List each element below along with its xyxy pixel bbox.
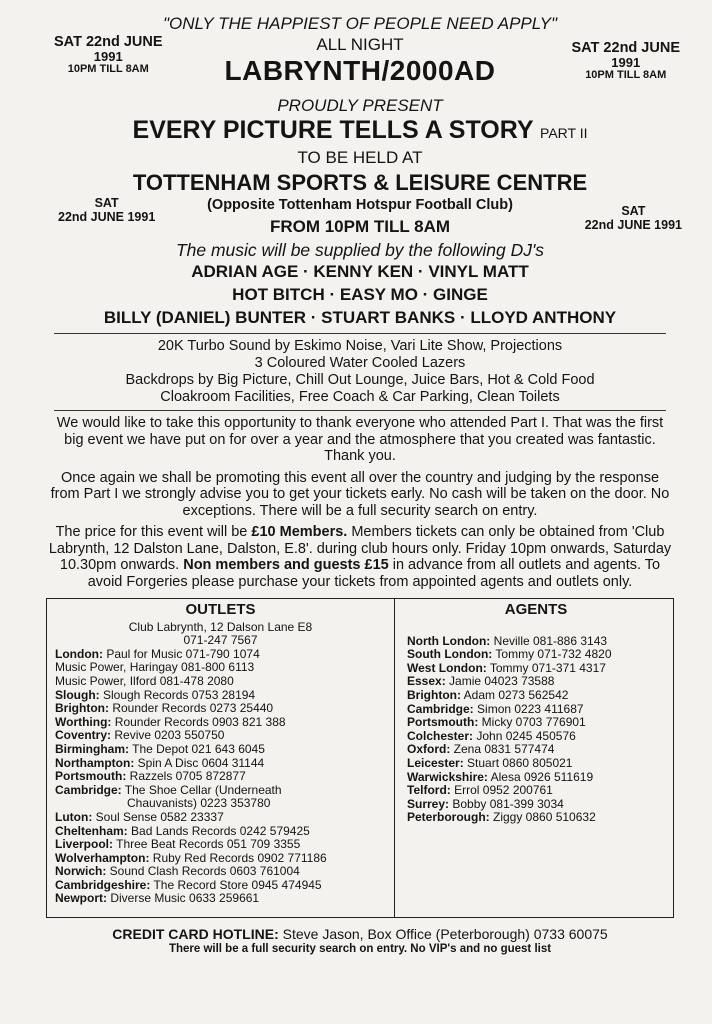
event-name: EVERY PICTURE TELLS A STORY	[132, 116, 534, 144]
list-item	[55, 661, 386, 675]
location-detail: Neville 081-886 3143	[490, 633, 608, 648]
price-text: in advance from all outlets and agents. To avoid Forgeries please purchase your tickets from appointed agents and outlets only.	[87, 557, 661, 590]
list-item	[407, 662, 665, 676]
location-detail: Ruby Red Records 0902 771186	[149, 850, 327, 865]
date-right: SAT 22nd JUNE	[571, 40, 680, 56]
hotline-text: Steve Jason, Box Office (Peterborough) 0733 60075	[278, 926, 608, 942]
feature-line: Cloakroom Facilities, Free Coach & Car Parking, Clean Toilets	[160, 389, 560, 405]
dj-list	[48, 260, 672, 329]
list-item	[55, 716, 386, 730]
thank-you-paragraph: We would like to take this opportunity to thank everyone who attended Part I. That was the first big event we have put on for over a year and the atmosphere that you created was fantastic. Thank you.	[56, 415, 664, 464]
location-label: Portsmouth:	[407, 715, 479, 730]
outlets-heading: OUTLETS	[185, 601, 256, 618]
location-label: Cambridge:	[407, 701, 474, 716]
location-detail: Errol 0952 200761	[450, 783, 553, 798]
side-day-right: 22nd JUNE 1991	[584, 218, 682, 232]
location-detail: Alesa 0926 511619	[487, 769, 594, 784]
dj-line: BILLY (DANIEL) BUNTER · STUART BANKS · LLOYD ANTHONY	[103, 308, 617, 327]
location-label: Cheltenham:	[55, 823, 128, 838]
location-detail: Stuart 0860 805021	[463, 755, 573, 770]
list-item	[55, 852, 386, 866]
location-detail: Paul for Music 071-790 1074	[102, 646, 260, 661]
location-detail: Rounder Records 0903 821 388	[111, 714, 286, 729]
price-text: Members tickets can only be obtained from 'Club Labrynth, 12 Dalston Lane, Dalston, E.8'. during club hours only. Friday 10pm onwards, Saturday 10.30pm onwards.	[48, 524, 672, 573]
location-detail: Micky 0703 776901	[478, 715, 586, 730]
location-label: Brighton:	[407, 687, 461, 702]
divider	[54, 333, 666, 334]
list-item	[55, 648, 386, 662]
guest-price: Non members and guests £15	[183, 557, 389, 573]
location-detail: Chauvanists) 0223 353780	[127, 796, 271, 811]
location-label: Leicester:	[407, 755, 464, 770]
agents-heading: AGENTS	[504, 601, 568, 618]
list-item	[407, 689, 665, 703]
date-left: SAT 22nd JUNE	[54, 34, 163, 50]
list-item	[407, 730, 665, 744]
event-title	[48, 115, 672, 148]
dj-line: ADRIAN AGE · KENNY KEN · VINYL MATT	[191, 262, 529, 281]
location-label: Slough:	[55, 687, 100, 702]
club-phone: 071-247 7567	[183, 633, 258, 648]
location-label: West London:	[407, 660, 487, 675]
list-item	[55, 892, 386, 906]
list-item	[407, 784, 665, 798]
time-left: 10PM TILL 8AM	[67, 63, 149, 75]
year-left: 1991	[93, 49, 123, 64]
location-detail: Simon 0223 411687	[473, 701, 584, 716]
location-detail: Adam 0273 562542	[460, 687, 569, 702]
year-right: 1991	[611, 55, 641, 70]
music-intro: The music will be supplied by the following DJ's	[175, 240, 545, 260]
list-item	[55, 784, 386, 798]
price-paragraph	[48, 524, 672, 590]
list-item	[55, 770, 386, 784]
outlets-column	[47, 599, 395, 917]
location-label: Wolverhampton:	[55, 850, 150, 865]
date-block-right	[571, 40, 680, 82]
location-detail: The Record Store 0945 474945	[150, 877, 322, 892]
location-detail: Tommy 071-732 4820	[492, 647, 612, 662]
list-item	[55, 838, 386, 852]
location-detail: Rounder Records 0273 25440	[108, 701, 274, 716]
location-label: Oxford:	[407, 742, 451, 757]
price-text: The price for this event will be	[55, 524, 252, 540]
list-item	[407, 798, 665, 812]
side-date-left	[58, 196, 155, 224]
location-label: Colchester:	[407, 728, 474, 743]
location-detail: Tommy 071-371 4317	[486, 660, 606, 675]
location-detail: Music Power, Haringay 081-800 6113	[55, 660, 255, 675]
location-label: Cambridgeshire:	[55, 877, 151, 892]
location-detail: Bad Lands Records 0242 579425	[127, 823, 310, 838]
header-row	[48, 34, 680, 96]
date-block-left	[54, 34, 163, 76]
agents-column	[395, 599, 673, 917]
outlet-list	[55, 648, 386, 906]
hotline-label: CREDIT CARD HOTLINE:	[112, 926, 279, 942]
side-date-right	[585, 204, 682, 232]
list-item	[55, 729, 386, 743]
list-item	[407, 703, 665, 717]
tagline: "ONLY THE HAPPIEST OF PEOPLE NEED APPLY"	[162, 14, 558, 33]
location-detail: Revive 0203 550750	[111, 728, 225, 743]
feature-line: 3 Coloured Water Cooled Lazers	[254, 355, 466, 371]
divider	[54, 410, 666, 411]
promotion-paragraph: Once again we shall be promoting this event all over the country and judging by the response from Part I we strongly advise you to get your tickets early. No cash will be taken on the door. No exceptions. There will be a full security search on entry.	[50, 469, 670, 519]
list-item	[55, 811, 386, 825]
time-right: 10PM TILL 8AM	[585, 69, 667, 81]
event-part: PART II	[540, 125, 588, 141]
list-item	[55, 743, 386, 757]
list-item	[407, 635, 665, 649]
location-label: Telford:	[407, 783, 451, 798]
location-detail: Bobby 081-399 3034	[449, 796, 564, 811]
location-label: Norwich:	[55, 864, 107, 879]
location-label: Liverpool:	[55, 837, 114, 852]
features	[48, 338, 672, 406]
list-item	[55, 797, 386, 811]
location-label: Warwickshire:	[407, 769, 488, 784]
location-label: Birmingham:	[55, 741, 130, 756]
location-label: Essex:	[407, 674, 446, 689]
list-item	[55, 757, 386, 771]
location-detail: Slough Records 0753 28194	[99, 687, 256, 702]
location-detail: Soul Sense 0582 23337	[92, 809, 224, 824]
list-item	[55, 702, 386, 716]
location-label: Brighton:	[55, 701, 109, 716]
location-label: North London:	[407, 633, 491, 648]
location-detail: Ziggy 0860 510632	[489, 810, 596, 825]
location-detail: Sound Clash Records 0603 761004	[106, 864, 300, 879]
proudly-present: PROUDLY PRESENT	[277, 96, 443, 115]
footer-note: There will be a full security search on entry. No VIP's and no guest list	[168, 943, 552, 955]
location-label: Portsmouth:	[55, 769, 127, 784]
location-label: South London:	[407, 647, 493, 662]
location-detail: Zena 0831 577474	[450, 742, 555, 757]
location-detail: Music Power, Ilford 081-478 2080	[55, 673, 234, 688]
member-price: £10 Members.	[251, 524, 348, 540]
from-time: FROM 10PM TILL 8AM	[269, 217, 451, 236]
location-label: Newport:	[55, 891, 107, 906]
agent-list	[407, 635, 665, 825]
location-label: Worthing:	[55, 714, 112, 729]
feature-line: 20K Turbo Sound by Eskimo Noise, Vari Lite Show, Projections	[157, 338, 563, 354]
location-label: Northampton:	[55, 755, 135, 770]
list-item	[55, 689, 386, 703]
list-item	[407, 675, 665, 689]
list-item	[55, 879, 386, 893]
location-detail: Diverse Music 0633 259661	[107, 891, 260, 906]
list-item	[55, 675, 386, 689]
location-label: Luton:	[55, 809, 93, 824]
credit-card-hotline	[48, 926, 672, 943]
list-item	[407, 716, 665, 730]
promoter-title: LABRYNTH/2000AD	[224, 55, 496, 86]
list-item	[55, 865, 386, 879]
location-detail: John 0245 450576	[473, 728, 576, 743]
dj-line: HOT BITCH · EASY MO · GINGE	[232, 285, 488, 304]
list-item	[407, 771, 665, 785]
location-label: Peterborough:	[407, 810, 490, 825]
list-item	[407, 811, 665, 825]
list-item	[407, 743, 665, 757]
location-detail: Three Beat Records 051 709 3355	[113, 837, 301, 852]
location-label: London:	[55, 646, 103, 661]
location-label: Coventry:	[55, 728, 112, 743]
side-sat-left: SAT	[94, 196, 119, 210]
feature-line: Backdrops by Big Picture, Chill Out Lounge, Juice Bars, Hot & Cold Food	[125, 372, 595, 388]
venue-name: TOTTENHAM SPORTS & LEISURE CENTRE	[132, 170, 588, 195]
body-text	[48, 415, 672, 590]
venue-row	[48, 196, 682, 240]
location-label: Surrey:	[407, 796, 450, 811]
location-detail: Jamie 04023 73588	[445, 674, 555, 689]
list-item	[55, 825, 386, 839]
location-detail: Razzels 0705 872877	[126, 769, 246, 784]
location-detail: The Shoe Cellar (Underneath	[121, 782, 282, 797]
venue-note: (Opposite Tottenham Hotspur Football Club)	[207, 197, 513, 213]
side-day-left: 22nd JUNE 1991	[58, 210, 156, 224]
club-address: Club Labrynth, 12 Dalson Lane E8	[128, 619, 313, 634]
ticket-outlets-box	[46, 598, 674, 918]
location-label: Cambridge:	[55, 782, 122, 797]
list-item	[407, 648, 665, 662]
side-sat-right: SAT	[621, 204, 646, 218]
list-item	[407, 757, 665, 771]
location-detail: The Depot 021 643 6045	[129, 741, 265, 756]
held-at: TO BE HELD AT	[297, 148, 423, 167]
all-night-label: ALL NIGHT	[316, 35, 404, 54]
location-detail: Spin A Disc 0604 31144	[134, 755, 265, 770]
